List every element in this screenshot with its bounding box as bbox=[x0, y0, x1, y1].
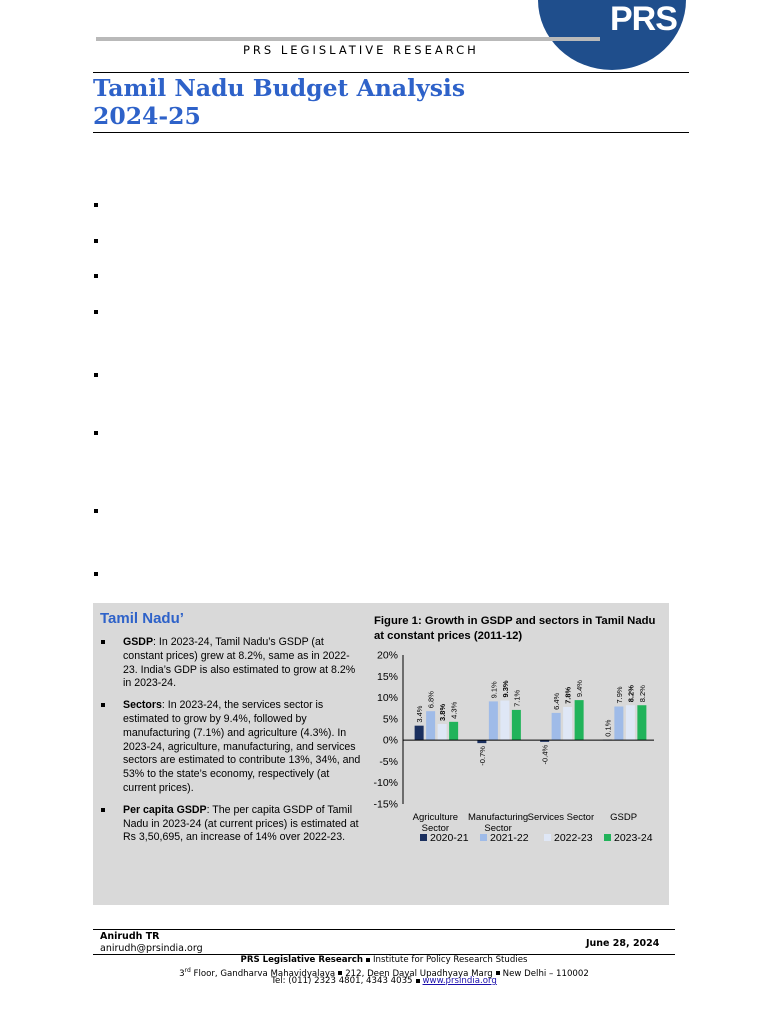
title-rule-bottom bbox=[93, 132, 689, 133]
footer-institute: Institute for Policy Research Studies bbox=[373, 955, 528, 965]
separator bbox=[338, 971, 342, 975]
point-text: : The per capita GSDP of Tamil Nadu in 2023-24 (at current prices) is estimated at Rs 3,50,695, an increase of 14% over 2022-23. bbox=[123, 803, 359, 844]
separator bbox=[366, 958, 370, 962]
data-label: 6.4% bbox=[552, 692, 562, 710]
bar-2023-24 bbox=[449, 722, 458, 740]
bullet-marker bbox=[94, 239, 98, 243]
bar-2021-22 bbox=[614, 707, 623, 741]
legend-swatch bbox=[480, 834, 487, 841]
bullet-marker bbox=[94, 310, 98, 314]
y-tick-label: 5% bbox=[382, 713, 398, 726]
footer-org: PRS Legislative Research bbox=[240, 955, 364, 965]
separator bbox=[416, 979, 420, 983]
data-label: 6.8% bbox=[426, 691, 436, 709]
footer-rule-top bbox=[93, 929, 675, 930]
footer-floor-sup: rd bbox=[184, 967, 191, 974]
data-label: 9.1% bbox=[489, 681, 499, 699]
title-line-1: Tamil Nadu Budget Analysis bbox=[93, 74, 466, 102]
org-name: PRS LEGISLATIVE RESEARCH bbox=[243, 43, 479, 57]
footer-phone: Tel: (011) 2323 4801, 4343 4035 bbox=[271, 976, 413, 986]
bullet-marker bbox=[94, 203, 98, 207]
bar-2022-23 bbox=[626, 705, 635, 740]
point-text: : In 2023-24, Tamil Nadu’s GSDP (at constant prices) grew at 8.2%, same as in 2022-23. India’s GDP is also estimated to grow at 8.2% in 2023-24. bbox=[123, 636, 356, 690]
bullet-marker bbox=[94, 274, 98, 278]
logo-text: PRS bbox=[610, 0, 677, 38]
bullet-marker bbox=[101, 640, 105, 644]
footer-address-b: 212, Deen Dayal Upadhyaya Marg bbox=[345, 968, 493, 979]
bar-2021-22 bbox=[552, 713, 561, 740]
bullet-marker bbox=[94, 431, 98, 435]
point-text: : In 2023-24, the services sector is estimated to grow by 9.4%, followed by manufacturing (7.1%) and agriculture (4.3%). In 2023-24, agriculture, manufacturing, and services sectors are estimated to contribute 13%, 34%, and 53% to the state’s economy, respectively (at current prices). bbox=[123, 699, 361, 794]
highlight-point bbox=[101, 636, 361, 691]
separator bbox=[496, 971, 500, 975]
data-label: 8.2% bbox=[626, 685, 636, 703]
category-label: Manufacturing Sector bbox=[468, 812, 529, 834]
bar-2020-21 bbox=[415, 726, 424, 740]
point-label: GSDP bbox=[123, 636, 154, 648]
bullet-marker bbox=[94, 373, 98, 377]
bullet-marker bbox=[94, 572, 98, 576]
bullet-marker bbox=[94, 509, 98, 513]
figure-title: Figure 1: Growth in GSDP and sectors in Tamil Nadu at constant prices (2011-12) bbox=[374, 615, 656, 642]
legend-label: 2022-23 bbox=[554, 832, 593, 844]
y-tick-label: -10% bbox=[373, 777, 398, 790]
legend-swatch bbox=[420, 834, 427, 841]
bar-2022-23 bbox=[438, 724, 447, 740]
publish-date: June 28, 2024 bbox=[586, 938, 660, 949]
box-title: Tamil Nadu’ bbox=[100, 610, 184, 627]
bar-2021-22 bbox=[489, 701, 498, 740]
legend-label: 2020-21 bbox=[430, 832, 469, 844]
legend-label: 2023-24 bbox=[614, 832, 653, 844]
y-tick-label: 10% bbox=[376, 692, 398, 705]
title-line-2: 2024-25 bbox=[93, 102, 201, 130]
data-label: 7.9% bbox=[614, 686, 624, 704]
y-tick-label: 0% bbox=[382, 734, 398, 747]
prs-logo bbox=[538, 0, 686, 70]
y-tick-label: -5% bbox=[379, 755, 398, 768]
bar-2023-24 bbox=[637, 705, 646, 740]
category-label: GSDP bbox=[610, 812, 638, 823]
data-label: 8.2% bbox=[637, 685, 647, 703]
bar-2021-22 bbox=[426, 711, 435, 740]
bullet-marker bbox=[101, 808, 105, 812]
author-name: Anirudh TR bbox=[100, 931, 160, 942]
point-label: Per capita GSDP bbox=[123, 803, 207, 816]
growth-bar-chart bbox=[370, 645, 666, 845]
bar-2022-23 bbox=[500, 701, 509, 741]
footer-address-c: New Delhi – 110002 bbox=[502, 968, 589, 979]
header-rule bbox=[96, 37, 600, 41]
highlights-list bbox=[101, 636, 361, 853]
data-label: -0.4% bbox=[540, 744, 550, 765]
data-label: 7.8% bbox=[563, 686, 573, 704]
category-label: Agriculture Sector bbox=[412, 812, 459, 834]
bar-2023-24 bbox=[575, 700, 584, 740]
highlight-point bbox=[101, 699, 361, 796]
y-tick-label: 15% bbox=[376, 670, 398, 683]
data-label: 4.3% bbox=[449, 701, 459, 719]
bar-2023-24 bbox=[512, 710, 521, 740]
data-label: 3.4% bbox=[415, 705, 425, 723]
website-link[interactable]: www.prsindia.org bbox=[422, 976, 497, 986]
data-label: 9.4% bbox=[575, 680, 585, 698]
data-label: 9.3% bbox=[500, 680, 510, 698]
y-tick-label: -15% bbox=[373, 798, 398, 811]
title-rule-top bbox=[93, 72, 689, 73]
legend-swatch bbox=[544, 834, 551, 841]
data-label: 0.1% bbox=[603, 719, 613, 737]
footer-floor-num: 3 bbox=[179, 968, 185, 979]
legend-label: 2021-22 bbox=[490, 832, 529, 844]
data-label: -0.7% bbox=[477, 746, 487, 766]
legend-swatch bbox=[604, 834, 611, 841]
data-label: 7.1% bbox=[512, 689, 522, 707]
footer-address-a: Floor, Gandharva Mahavidyalaya bbox=[190, 968, 336, 979]
footer-contact-line bbox=[93, 976, 675, 987]
category-label: Services Sector bbox=[527, 812, 595, 823]
y-tick-label: 20% bbox=[376, 649, 398, 662]
bullet-marker bbox=[101, 703, 105, 707]
bar-2022-23 bbox=[563, 707, 572, 740]
highlight-point bbox=[101, 804, 361, 845]
data-label: 3.8% bbox=[438, 703, 448, 721]
page-title bbox=[93, 74, 465, 130]
author-email[interactable]: anirudh@prsindia.org bbox=[100, 943, 203, 954]
point-label: Sectors bbox=[123, 699, 162, 712]
